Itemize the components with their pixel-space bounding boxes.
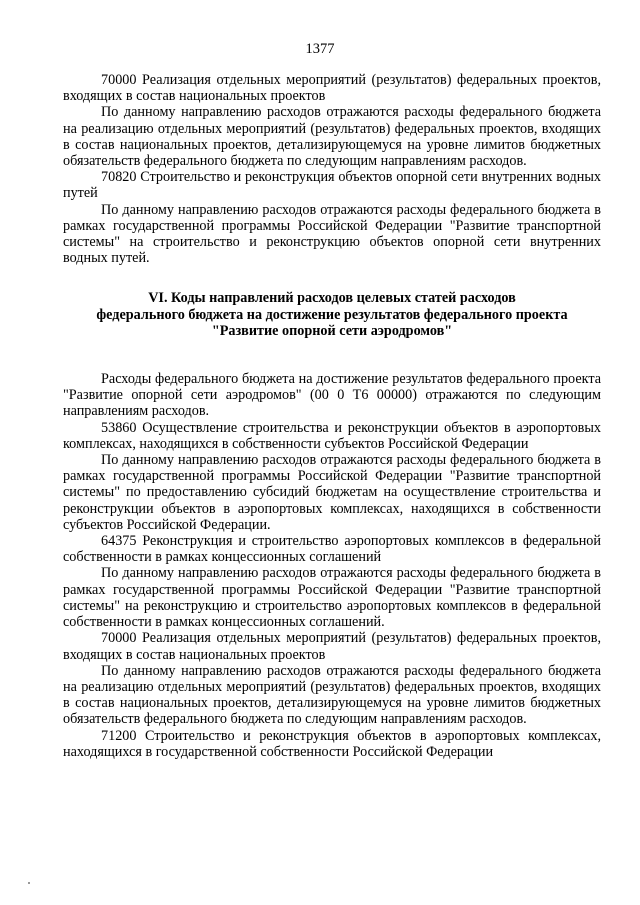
section-heading bbox=[63, 290, 601, 339]
section-heading-line-2: федерального бюджета на достижение результатов федерального проекта bbox=[96, 306, 568, 323]
paragraph-64375-description: По данному направлению расходов отражаются расходы федерального бюджета в рамках государственной программы Российской Федерации "Развитие транспортной системы" на реконструкцию и строительство аэропортовых комплексов в федеральной собственности в рамках концессионных соглашений. bbox=[63, 565, 601, 631]
paragraph-64375-title: 64375 Реконструкция и строительство аэропортовых комплексов в федеральной собственности в рамках концессионных соглашений bbox=[63, 533, 601, 566]
paragraph-70000-description-2: По данному направлению расходов отражаются расходы федерального бюджета на реализацию отдельных мероприятий (результатов) федеральных проектов, входящих в состав национальных проектов, детализирующемуся на уровне лимитов бюджетных обязательств федерального бюджета по следующим направлениям расходов. bbox=[63, 662, 601, 728]
paragraph-70000-title-2: 70000 Реализация отдельных мероприятий (результатов) федеральных проектов, входящих в состав национальных проектов bbox=[63, 630, 601, 663]
page-number: 1377 bbox=[305, 41, 335, 57]
paragraph-53860-description: По данному направлению расходов отражаются расходы федерального бюджета в рамках государственной программы Российской Федерации "Развитие транспортной системы" по предоставлению субсидий бюджетам на осуществление строительства и реконструкции объектов в аэропортовых комплексах, находящихся в собственности субъектов Российской Федерации. bbox=[63, 452, 601, 533]
section-heading-line-1: VI. Коды направлений расходов целевых статей расходов bbox=[148, 290, 516, 307]
paragraph-70000-title: 70000 Реализация отдельных мероприятий (результатов) федеральных проектов, входящих в состав национальных проектов bbox=[63, 72, 601, 105]
paragraph-70820-description: По данному направлению расходов отражаются расходы федерального бюджета в рамках государственной программы Российской Федерации "Развитие транспортной системы" на строительство и реконструкцию объектов опорной сети внутренних водных путей. bbox=[63, 201, 601, 267]
paragraph-70820-title: 70820 Строительство и реконструкция объектов опорной сети внутренних водных путей bbox=[63, 169, 601, 202]
paragraph-70000-description: По данному направлению расходов отражаются расходы федерального бюджета на реализацию отдельных мероприятий (результатов) федеральных проектов, входящих в состав национальных проектов, детализирующемуся на уровне лимитов бюджетных обязательств федерального бюджета по следующим направлениям расходов. bbox=[63, 104, 601, 170]
paragraph-section-intro: Расходы федерального бюджета на достижение результатов федерального проекта "Развитие опорной сети аэродромов" (00 0 Т6 00000) отражаются по следующим направлениям расходов. bbox=[63, 371, 601, 420]
document-body bbox=[63, 72, 601, 760]
paragraph-71200-title: 71200 Строительство и реконструкция объектов в аэропортовых комплексах, находящихся в государственной собственности Российской Федерации bbox=[63, 727, 601, 760]
scan-speck bbox=[28, 882, 30, 884]
section-heading-line-3: "Развитие опорной сети аэродромов" bbox=[211, 322, 453, 339]
paragraph-53860-title: 53860 Осуществление строительства и реконструкции объектов в аэропортовых комплексах, находящихся в собственности субъектов Российской Федерации bbox=[63, 419, 601, 452]
